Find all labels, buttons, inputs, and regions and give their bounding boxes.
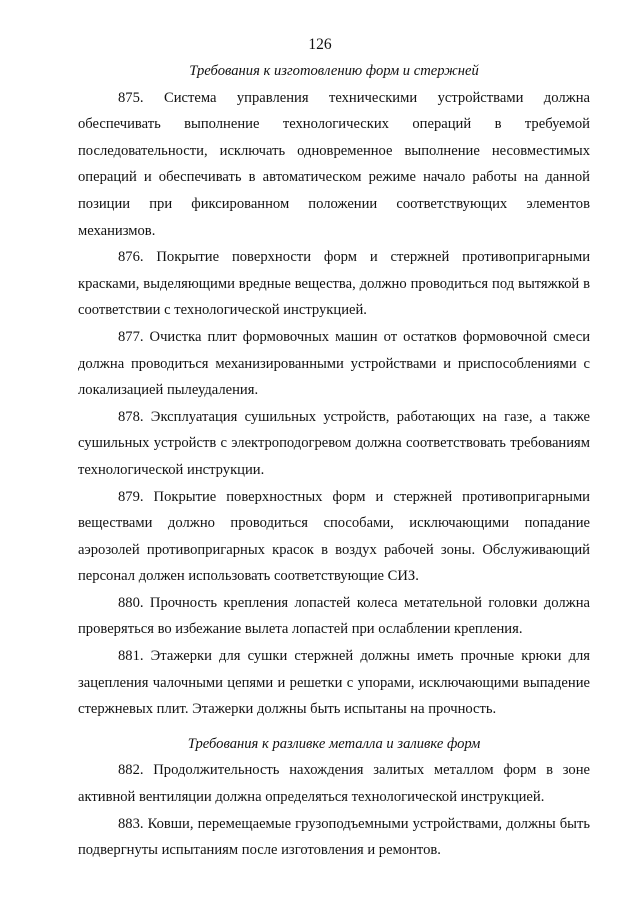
document-body xyxy=(78,58,590,864)
paragraph-878: 878. Эксплуатация сушильных устройств, работающих на газе, а также сушильных устройств с электроподогревом должна соответствовать требованиям технологической инструкции. xyxy=(78,408,590,478)
section-heading-forms-and-cores: Требования к изготовлению форм и стержней xyxy=(189,63,479,79)
paragraph-880: 880. Прочность крепления лопастей колеса метательной головки должна проверяться во избежание вылета лопастей при ослаблении крепления. xyxy=(78,594,590,638)
paragraph-875: 875. Система управления техническими устройствами должна обеспечивать выполнение технологических операций в требуемой последовательности, исключать одновременное выполнение несовместимых операций и обеспечивать в автоматическом режиме начало работы на данной позиции при фиксированном положении соответствующих элементов механизмов. xyxy=(78,89,590,239)
section-heading-metal-pouring: Требования к разливке металла и заливке форм xyxy=(187,735,481,752)
paragraph-879: 879. Покрытие поверхностных форм и стержней противопригарными веществами должно проводиться способами, исключающими попадание аэрозолей противопригарных красок в воздух рабочей зоны. Обслуживающий персонал должен использовать соответствующие СИЗ. xyxy=(78,488,590,585)
paragraph-876: 876. Покрытие поверхности форм и стержней противопригарными красками, выделяющими вредные вещества, должно проводиться под вытяжкой в соответствии с технологической инструкцией. xyxy=(78,249,590,319)
paragraph-881: 881. Этажерки для сушки стержней должны иметь прочные крюки для зацепления чалочными цепями и решетки с упорами, исключающими выпадение стержневых плит. Этажерки должны быть испытаны на прочность. xyxy=(78,648,590,718)
page-number: 126 xyxy=(308,36,332,53)
paragraph-883: 883. Ковши, перемещаемые грузоподъемными устройствами, должны быть подвергнуты испытаниям после изготовления и ремонтов. xyxy=(78,815,590,859)
paragraph-882: 882. Продолжительность нахождения залитых металлом форм в зоне активной вентиляции должна определяться технологической инструкцией. xyxy=(78,762,590,806)
paragraph-877: 877. Очистка плит формовочных машин от остатков формовочной смеси должна проводиться механизированными устройствами и приспособлениями с локализацией пылеудаления. xyxy=(78,328,590,399)
